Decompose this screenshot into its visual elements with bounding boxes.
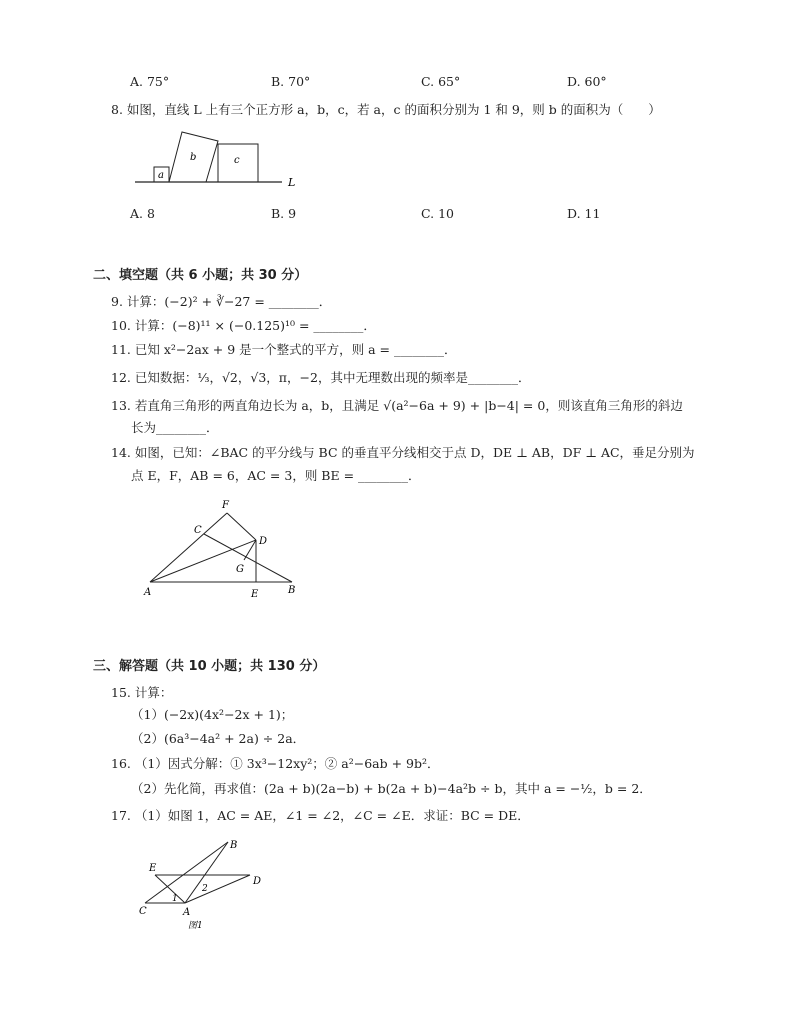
label-d: D	[253, 876, 262, 887]
q8-figure	[130, 126, 310, 192]
q15-part1: （1）(−2x)(4x²−2x + 1)；	[131, 707, 294, 722]
section3-title: 三、解答题（共 10 小题；共 130 分）	[93, 659, 326, 674]
label-a: A	[183, 907, 191, 918]
q17-figure	[135, 834, 270, 932]
q15-part2: （2）(6a³−4a² + 2a) ÷ 2a．	[131, 731, 306, 746]
q8-option-a: A. 8	[130, 206, 155, 221]
q7-option-d: D. 60°	[567, 74, 607, 89]
q8-stem: 8. 如图，直线 L 上有三个正方形 a，b，c，若 a，c 的面积分别为 1 和 9，则 b 的面积为（ ）	[111, 102, 661, 117]
q11: 11. 已知 x²−2ax + 9 是一个整式的平方，则 a = ________．	[111, 342, 457, 357]
q7-option-b: B. 70°	[271, 74, 311, 89]
section2-title: 二、填空题（共 6 小题；共 30 分）	[93, 268, 308, 283]
q12: 12. 已知数据：⅓，√2，√3，π，−2，其中无理数出现的频率是________．	[111, 370, 531, 385]
q7-option-a: A. 75°	[130, 74, 170, 89]
segment-dg	[244, 540, 256, 560]
label-a: a	[158, 170, 164, 181]
label-c: C	[139, 906, 147, 917]
segment-cb	[145, 842, 228, 903]
q8-option-b: B. 9	[271, 206, 297, 221]
label-f: F	[222, 500, 229, 511]
q14-line2: 点 E，F，AB = 6，AC = 3，则 BE = ________．	[131, 468, 421, 483]
q10: 10. 计算：(−8)¹¹ × (−0.125)¹⁰ = ________．	[111, 318, 376, 333]
segment-af	[150, 513, 227, 582]
q17-part1: 17. （1）如图 1，AC = AE，∠1 = ∠2，∠C = ∠E．求证：BC = DE．	[111, 808, 530, 823]
q8-option-d: D. 11	[567, 206, 601, 221]
segment-ae	[155, 875, 185, 903]
q7-options	[130, 74, 730, 92]
label-d: D	[259, 536, 268, 547]
label-l: L	[288, 176, 296, 189]
q16-part1: 16. （1）因式分解：① 3x³−12xy²；② a²−6ab + 9b²．	[111, 756, 440, 771]
segment-cb	[204, 534, 292, 582]
q9: 9. 计算：(−2)² + ∛−27 = ________．	[111, 294, 332, 309]
q14-line1: 14. 如图，已知：∠BAC 的平分线与 BC 的垂直平分线相交于点 D，DE ⊥ AB，DF ⊥ AC，垂足分别为	[111, 445, 695, 460]
q8-option-c: C. 10	[421, 206, 454, 221]
label-g: G	[236, 564, 244, 575]
label-e: E	[149, 863, 157, 874]
figure-caption: 图1	[188, 921, 203, 931]
q8-options	[130, 206, 730, 224]
q16-part2: （2）先化简，再求值：(2a + b)(2a−b) + b(2a + b)−4a²b ÷ b，其中 a = −½，b = 2．	[131, 781, 652, 796]
q13-line2: 长为________．	[131, 420, 219, 435]
segment-fd	[227, 513, 256, 540]
label-angle2: 2	[202, 884, 208, 894]
label-angle1: 1	[172, 894, 178, 904]
label-e: E	[251, 589, 259, 600]
label-b: b	[190, 152, 197, 163]
label-b: B	[230, 840, 238, 851]
segment-ad	[150, 540, 256, 582]
label-b: B	[288, 585, 296, 596]
label-c: c	[234, 155, 240, 166]
q14-figure	[140, 496, 310, 604]
label-c: C	[194, 525, 202, 536]
q15-title: 15. 计算：	[111, 685, 173, 700]
q13-line1: 13. 若直角三角形的两直角边长为 a，b，且满足 √(a²−6a + 9) + |b−4| = 0，则该直角三角形的斜边	[111, 398, 683, 413]
q7-option-c: C. 65°	[421, 74, 461, 89]
label-a: A	[144, 587, 152, 598]
